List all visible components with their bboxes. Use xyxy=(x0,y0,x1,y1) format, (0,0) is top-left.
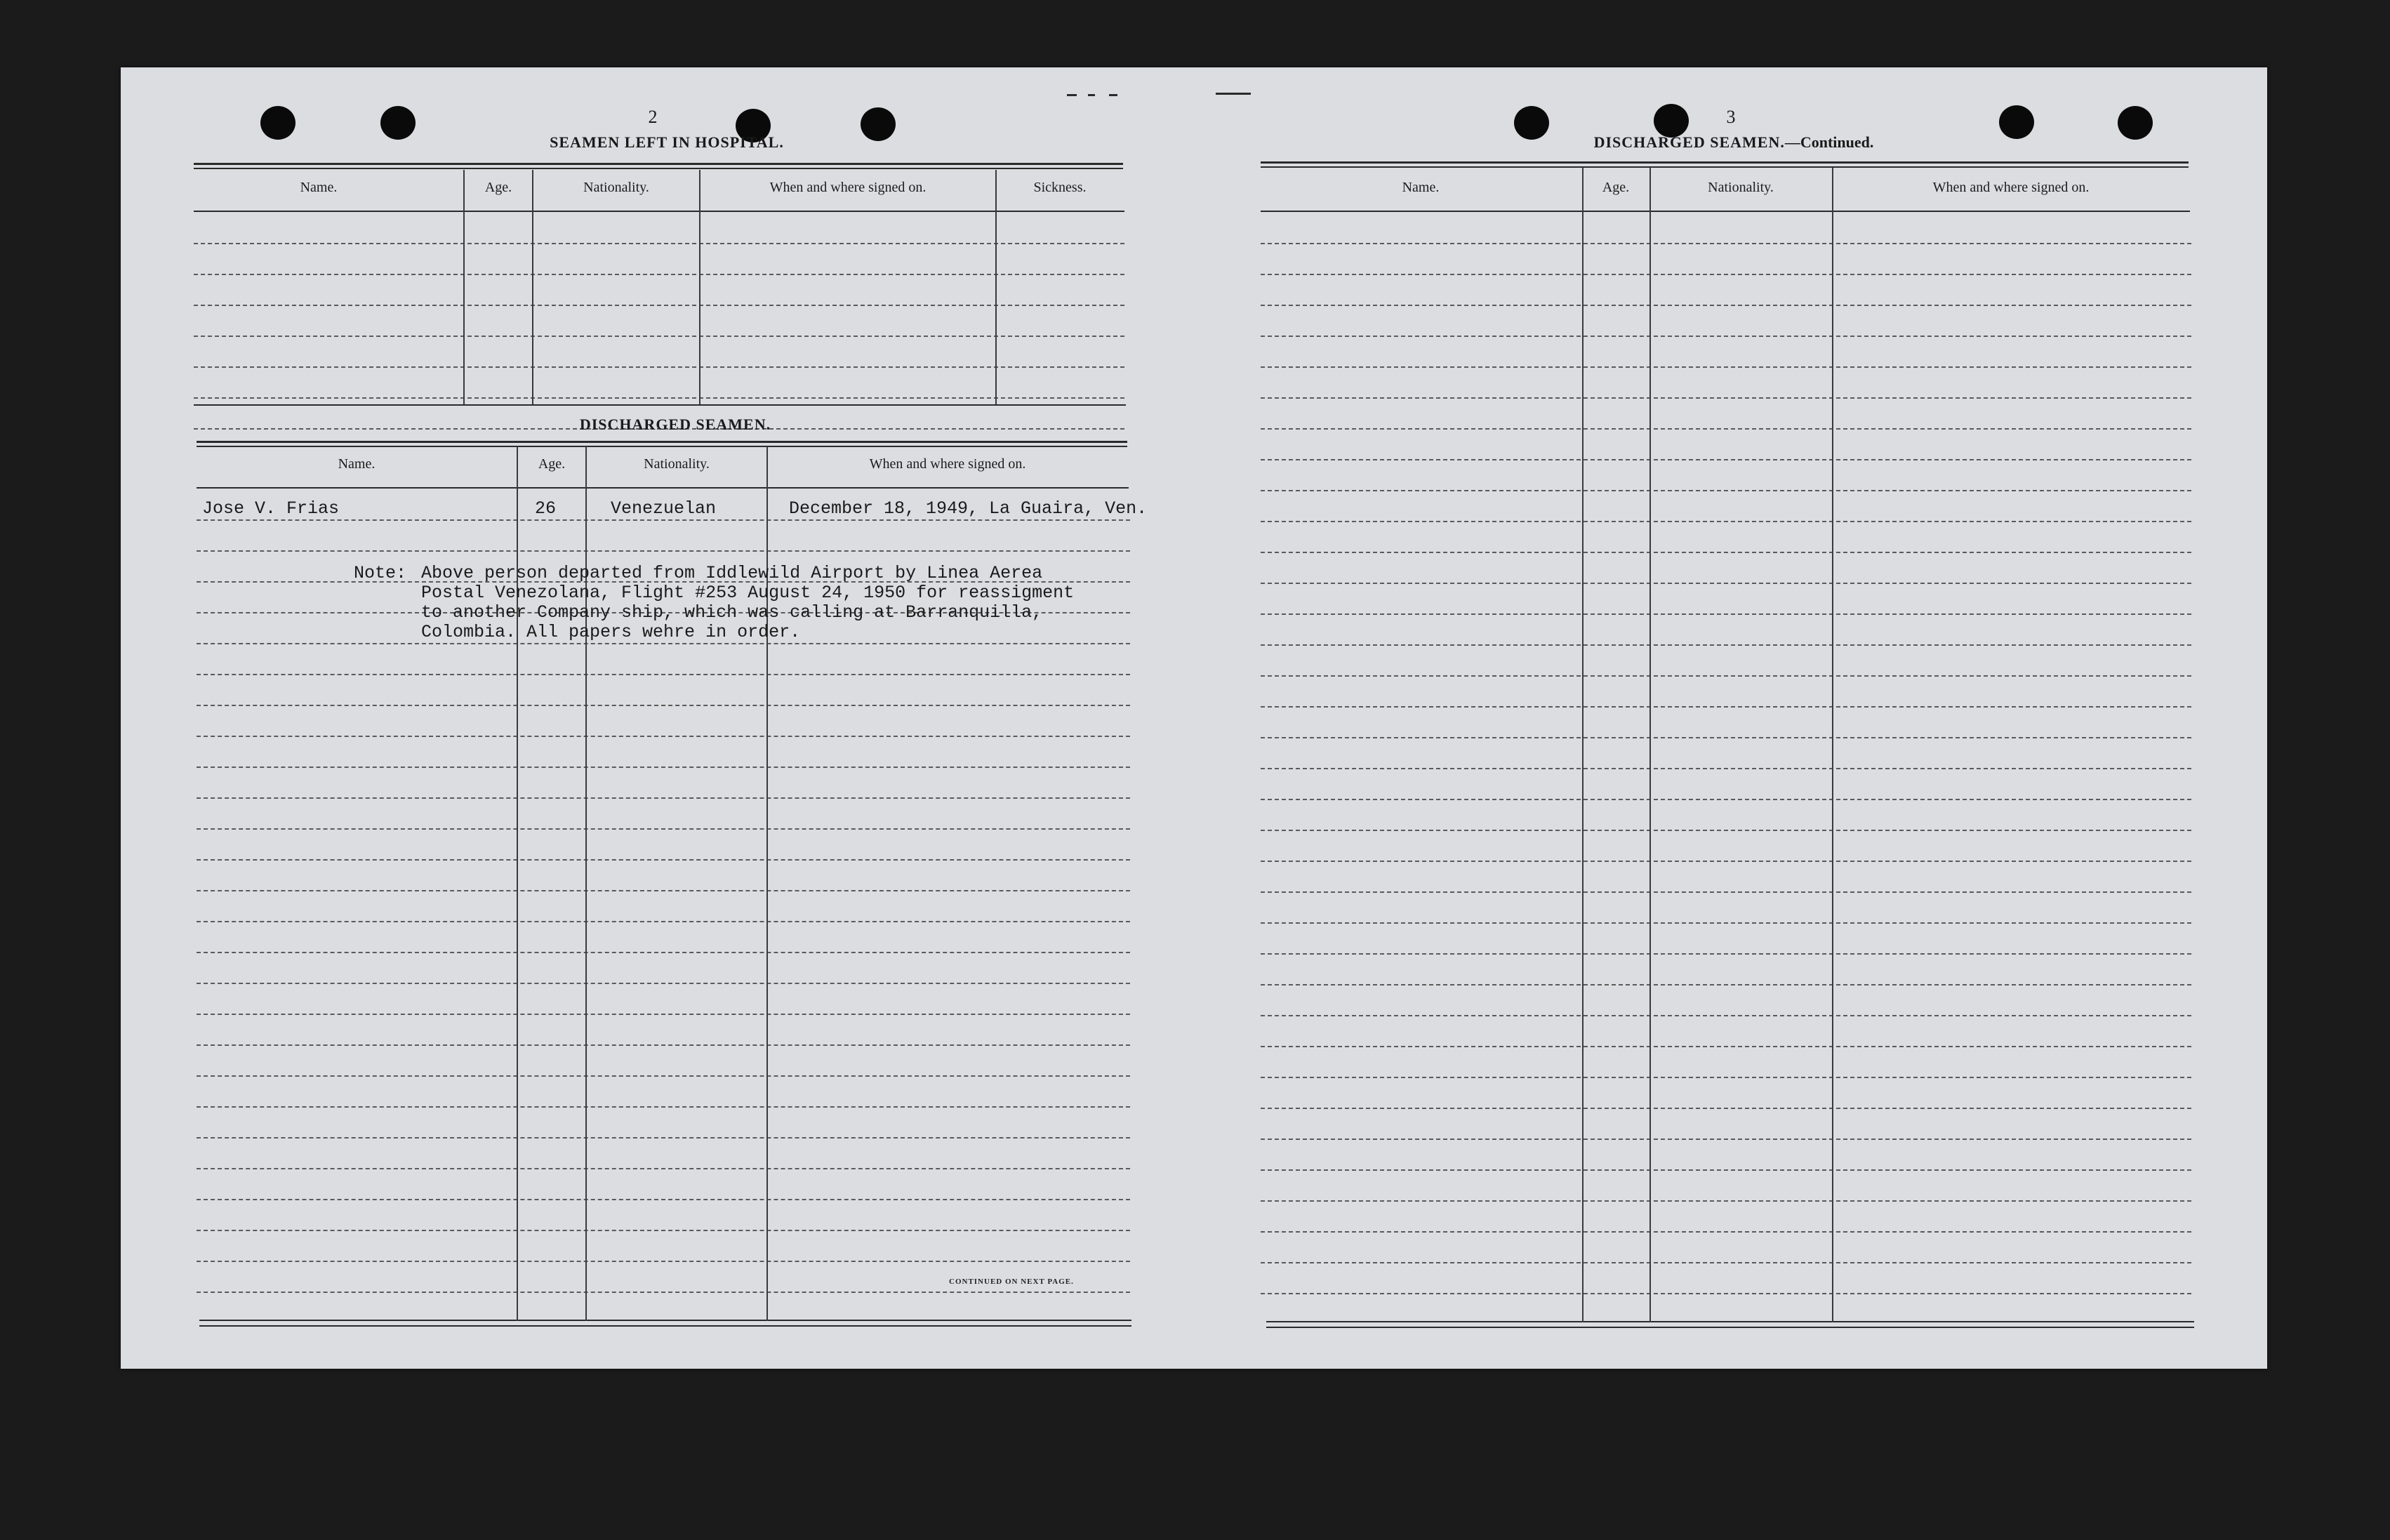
column-header-name: Name. xyxy=(338,456,376,472)
punch-hole xyxy=(1999,105,2034,139)
note-line: Postal Venezolana, Flight #253 August 24, 1950 for reassigment xyxy=(421,583,1075,603)
column-header-signed-on: When and where signed on. xyxy=(1932,180,2090,195)
column-header-age: Age. xyxy=(484,180,512,195)
note-line: Colombia. All papers wehre in order. xyxy=(421,622,801,642)
entry-age: 26 xyxy=(535,498,557,519)
punch-hole xyxy=(260,106,296,140)
ink-mark xyxy=(1109,94,1117,96)
column-header-name: Name. xyxy=(300,180,338,195)
column-header-signed-on: When and where signed on. xyxy=(869,456,1026,472)
ink-mark xyxy=(1216,93,1251,95)
section-title-hospital: SEAMEN LEFT IN HOSPITAL. xyxy=(550,133,784,151)
section-title-discharged: DISCHARGED SEAMEN. xyxy=(579,416,771,433)
column-header-nationality: Nationality. xyxy=(1708,180,1774,195)
punch-hole xyxy=(380,106,416,140)
column-header-signed-on: When and where signed on. xyxy=(769,180,927,195)
punch-hole xyxy=(861,107,896,141)
continued-footer: CONTINUED ON NEXT PAGE. xyxy=(949,1277,1074,1286)
punch-hole xyxy=(2118,106,2153,140)
column-header-age: Age. xyxy=(538,456,566,472)
ink-mark xyxy=(1067,94,1077,96)
ink-mark xyxy=(1088,94,1095,96)
punch-hole xyxy=(1654,104,1689,138)
column-header-age: Age. xyxy=(1602,180,1630,195)
column-header-nationality: Nationality. xyxy=(644,456,710,472)
page-number: 3 xyxy=(1726,107,1736,127)
document-sheet xyxy=(121,67,2267,1369)
entry-nationality: Venezuelan xyxy=(611,498,717,519)
section-title-discharged-continued: DISCHARGED SEAMEN.—Continued. xyxy=(1593,133,1874,151)
page-number: 2 xyxy=(648,107,658,127)
note-label: Note: xyxy=(354,563,407,583)
note-line: Above person departed from Iddlewild Airport by Linea Aerea xyxy=(421,563,1043,583)
column-header-name: Name. xyxy=(1402,180,1440,195)
column-header-nationality: Nationality. xyxy=(583,180,649,195)
note-line: to another Company ship, which was calling at Barranquilla, xyxy=(421,602,1043,623)
entry-signed-on: December 18, 1949, La Guaira, Ven. xyxy=(789,498,1148,519)
entry-name: Jose V. Frias xyxy=(202,498,340,519)
column-header-sickness: Sickness. xyxy=(1033,180,1087,195)
